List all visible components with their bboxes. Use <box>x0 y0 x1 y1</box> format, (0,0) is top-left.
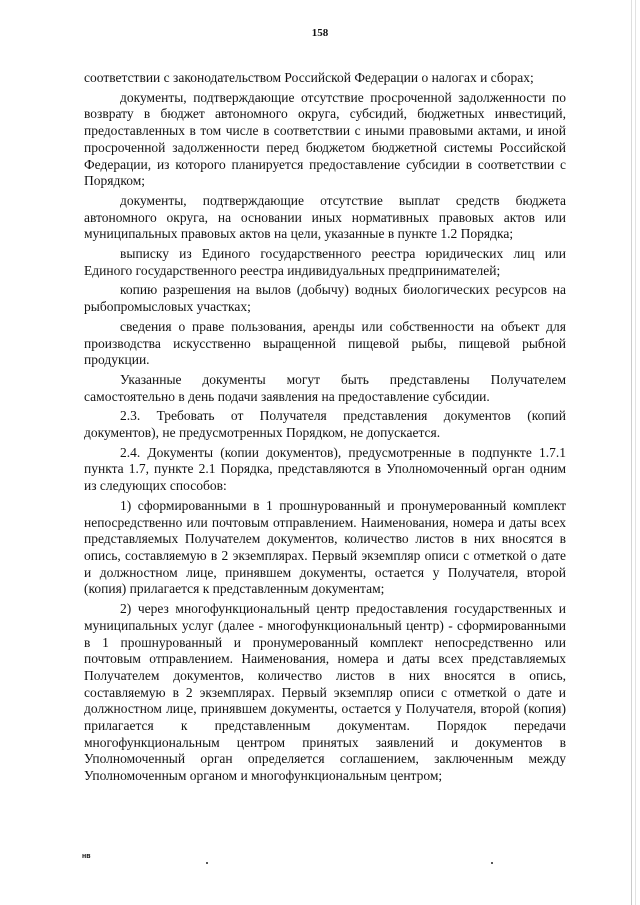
scan-speck <box>206 862 208 864</box>
paragraph: 2) через многофункциональный центр предоставления государственных и муниципальных услуг (далее - многофункциональный центр) - сформированными в 1 прошнурованный и пронумерованный комплект непосредственно или почтовым отправлением. Наименования, номера и даты всех представляемых Получателем документов, количество листов в них вносятся в опись, составляемую в 2 экземплярах. Первый экземпляр описи с отметкой о дате и должностном лице, принявшем документы, остается у Получателя, второй (копия) прилагается к представленным документам. Порядок передачи многофункциональным центром принятых заявлений и документов в Уполномоченный орган определяется соглашением, заключенным между Уполномоченным органом и многофункциональным центром; <box>84 601 566 784</box>
scan-edge-line <box>635 0 636 905</box>
paragraph: копию разрешения на вылов (добычу) водных биологических ресурсов на рыбопромысловых участках; <box>84 282 566 315</box>
paragraph: 2.4. Документы (копии документов), предусмотренные в подпункте 1.7.1 пункта 1.7, пункте 2.1 Порядка, представляются в Уполномоченный орган одним из следующих способов: <box>84 444 566 494</box>
scan-edge-line <box>631 0 632 905</box>
paragraph: 1) сформированными в 1 прошнурованный и пронумерованный комплект непосредственно или почтовым отправлением. Наименования, номера и даты всех представляемых Получателем документов, количество листов в них вносятся в опись, составляемую в 2 экземплярах. Первый экземпляр описи с отметкой о дате и должностном лице, принявшем документы, остается у Получателя, второй (копия) прилагается к представленным документам; <box>84 497 566 597</box>
paragraph: соответствии с законодательством Российской Федерации о налогах и сборах; <box>84 70 534 85</box>
paragraph: документы, подтверждающие отсутствие выплат средств бюджета автономного округа, на основании иных нормативных правовых актов или муниципальных правовых актов на цели, указанные в пункте 1.2 Порядка; <box>84 192 566 242</box>
paragraph: 2.3. Требовать от Получателя представления документов (копий документов), не предусмотренных Порядком, не допускается. <box>84 408 566 441</box>
paragraph: выписку из Единого государственного реестра юридических лиц или Единого государственного реестра индивидуальных предпринимателей; <box>84 246 566 278</box>
paragraph: Указанные документы могут быть представлены Получателем самостоятельно в день подачи заявления на предоставление субсидии. <box>84 371 566 404</box>
page-number: 158 <box>311 27 329 39</box>
paragraph: сведения о праве пользования, аренды или собственности на объект для производства искусственно выращенной пищевой рыбы, пищевой рыбной продукции. <box>84 318 566 368</box>
document-body <box>84 70 566 785</box>
footer-initials: нв <box>82 853 91 860</box>
paragraph: документы, подтверждающие отсутствие просроченной задолженности по возврату в бюджет автономного округа, субсидий, бюджетных инвестиций, предоставленных в том числе в соответствии с иными правовыми актами, и иной просроченной задолженности перед бюджетом бюджетной системы Российской Федерации, из которого планируется предоставление субсидии в соответствии с Порядком; <box>84 89 566 189</box>
scan-speck <box>491 862 493 864</box>
